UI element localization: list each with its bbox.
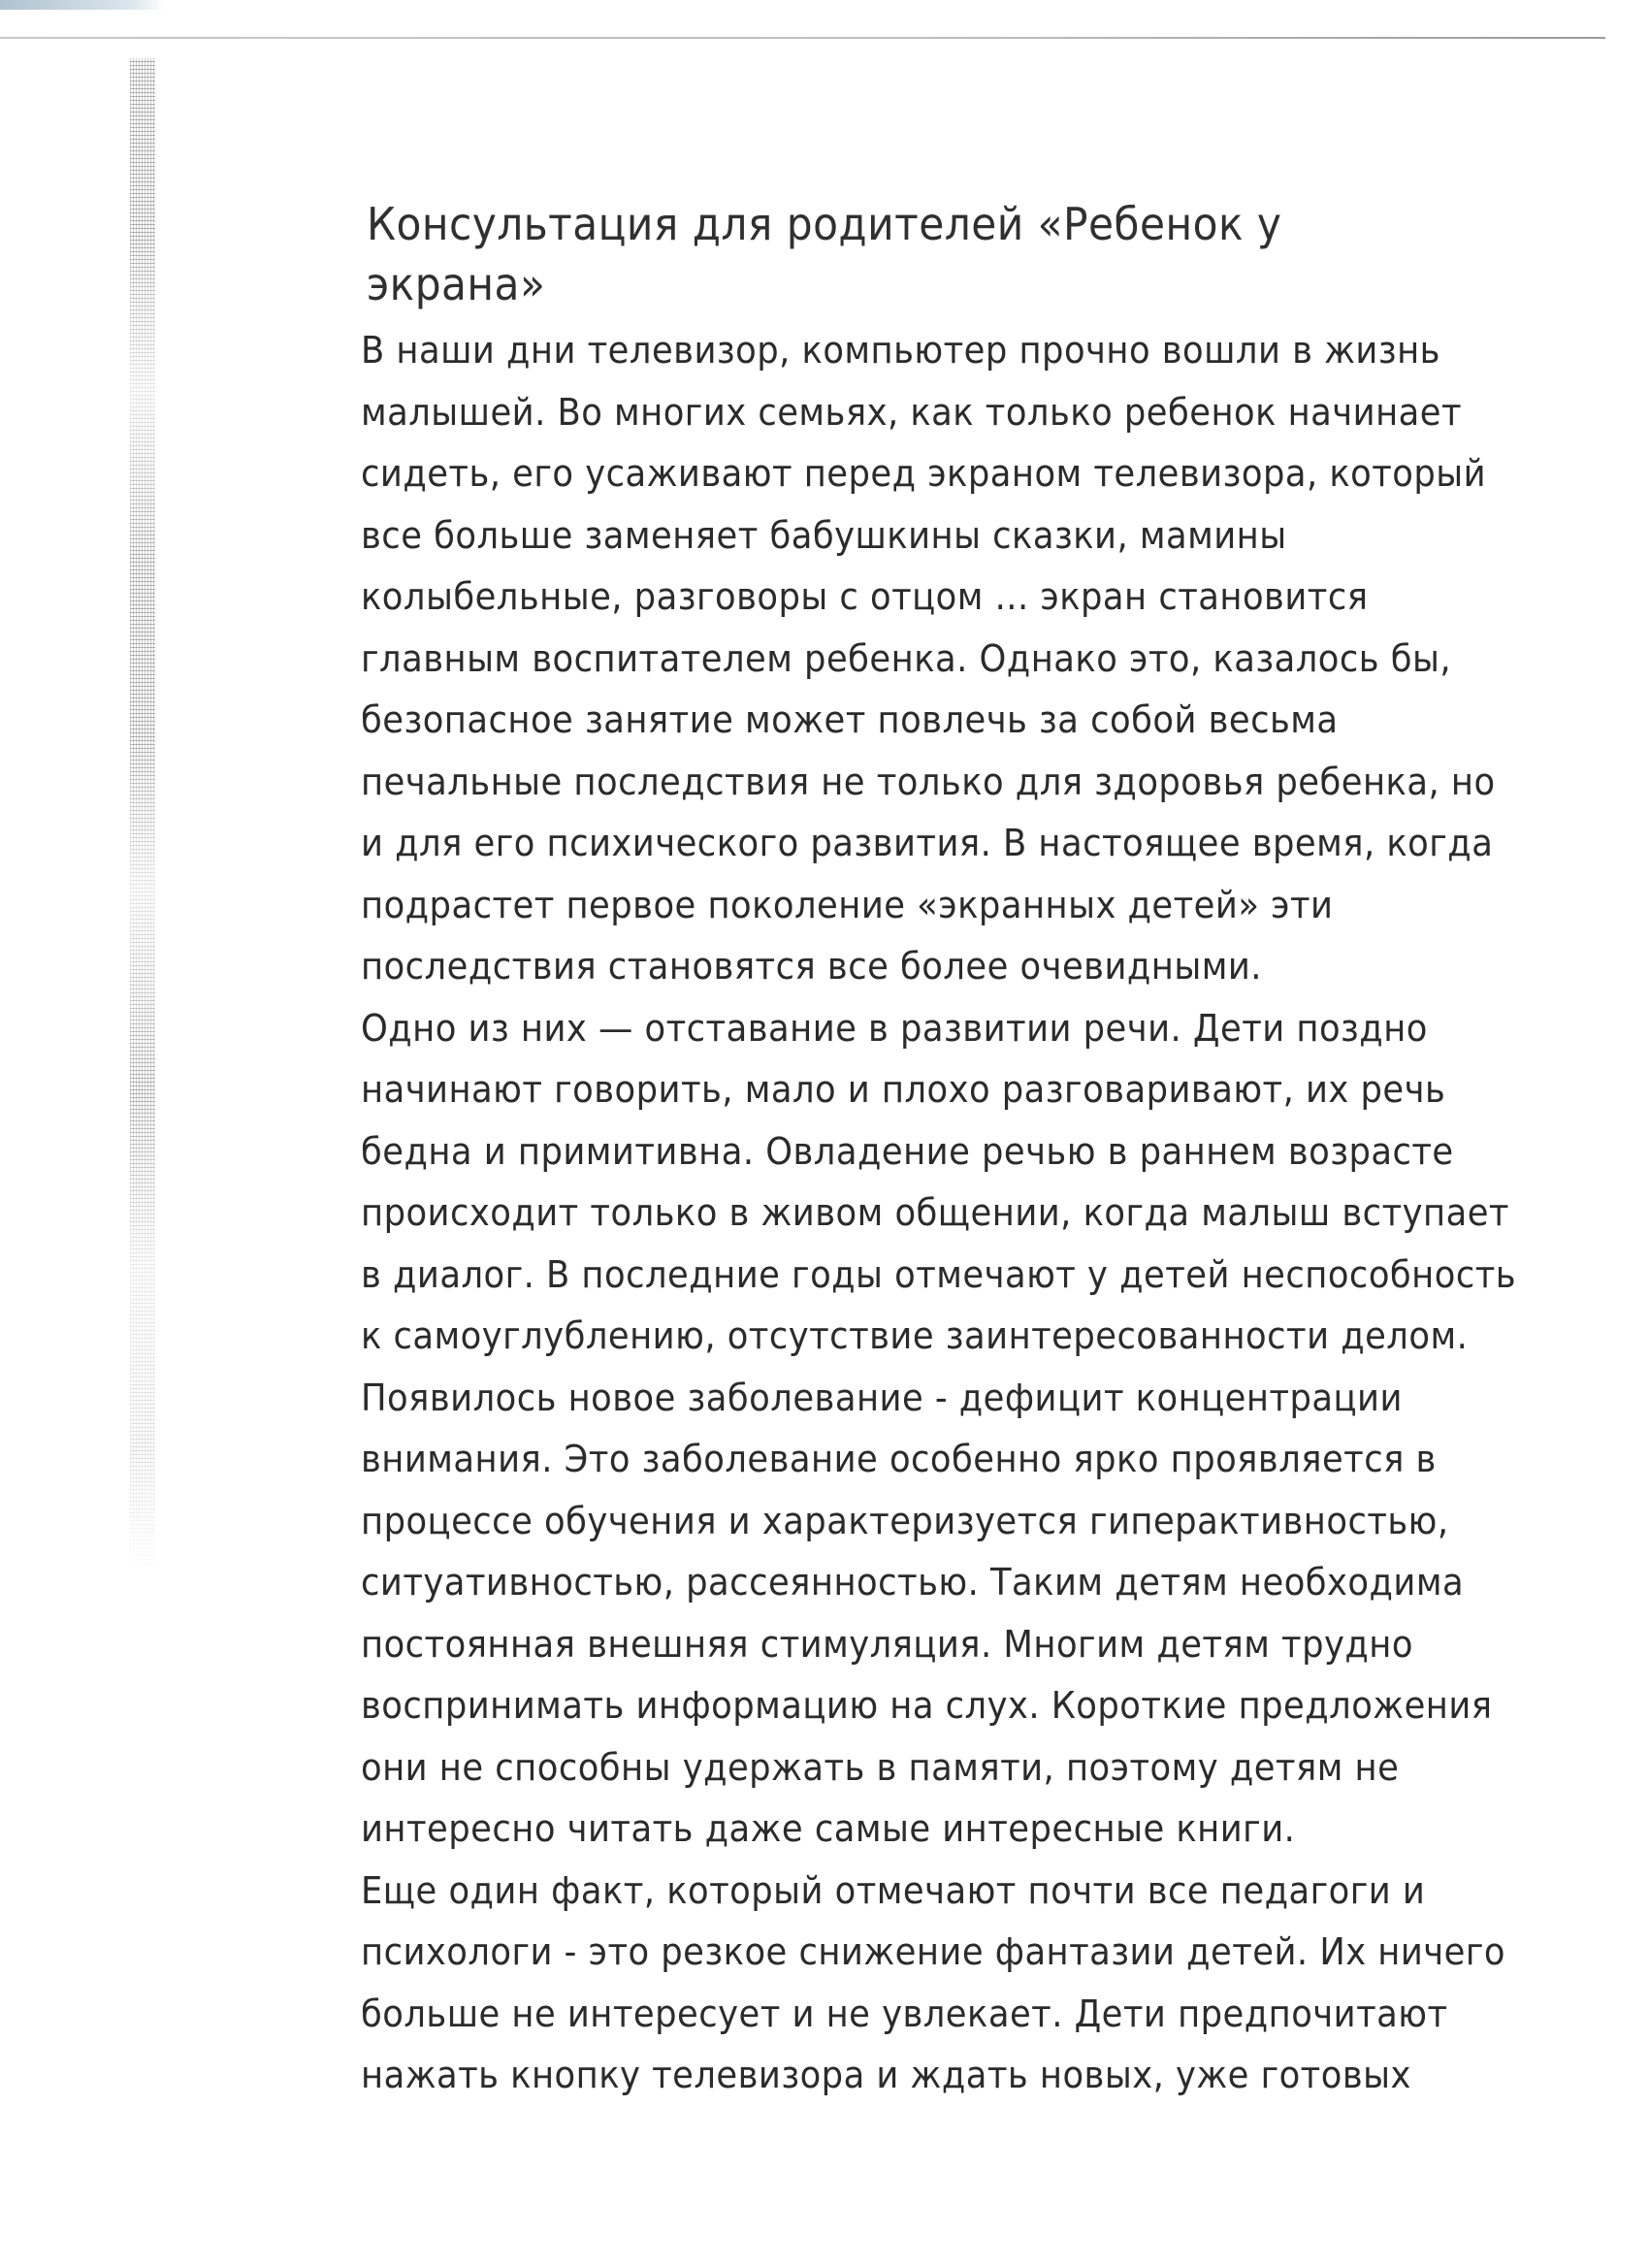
text-line: они не способны удержать в памяти, поэтому детям не	[361, 1745, 1400, 1789]
text-line: Появилось новое заболевание - дефицит концентрации	[361, 1376, 1403, 1419]
text-line: в диалог. В последние годы отмечают у детей неспособность	[361, 1252, 1517, 1296]
document-page	[361, 194, 1593, 2107]
document-title	[367, 194, 1348, 314]
paragraph-fantasy-decline	[361, 1861, 1593, 2107]
text-line: подрастет первое поколение «экранных детей» эти	[361, 883, 1334, 926]
text-line: сидеть, его усаживают перед экраном телевизора, который	[361, 452, 1487, 495]
text-line: происходит только в живом общении, когда малыш вступает	[361, 1191, 1509, 1234]
scan-top-rule	[0, 37, 1605, 39]
text-line: постоянная внешняя стимуляция. Многим детям трудно	[361, 1622, 1413, 1666]
paragraph-intro	[361, 320, 1593, 998]
text-line: больше не интересует и не увлекает. Дети предпочитают	[361, 1992, 1448, 2035]
text-line: внимания. Это заболевание особенно ярко проявляется в	[361, 1438, 1437, 1480]
title-line: экрана»	[367, 258, 546, 310]
text-line: начинают говорить, мало и плохо разговаривают, их речь	[361, 1068, 1446, 1111]
text-line: все больше заменяет бабушкины сказки, мамины	[361, 513, 1287, 557]
text-line: Одно из них — отставание в развитии речи. Дети поздно	[361, 1006, 1428, 1050]
paragraph-speech-delay	[361, 998, 1593, 1861]
text-line: к самоуглублению, отсутствие заинтересованности делом.	[361, 1314, 1469, 1357]
text-line: психологи - это резкое снижение фантазии детей. Их ничего	[361, 1930, 1505, 1973]
title-line: Консультация для родителей «Ребенок у	[367, 198, 1282, 250]
text-line: безопасное занятие может повлечь за собой весьма	[361, 698, 1339, 741]
text-line: нажать кнопку телевизора и ждать новых, уже готовых	[361, 2054, 1411, 2096]
text-line: колыбельные, разговоры с отцом ... экран становится	[361, 575, 1369, 618]
text-line: интересно читать даже самые интересные книги.	[361, 1807, 1296, 1850]
scan-edge-smudge	[0, 0, 165, 10]
text-line: воспринимать информацию на слух. Короткие предложения	[361, 1684, 1493, 1727]
text-line: последствия становятся все более очевидными.	[361, 945, 1262, 988]
text-line: Еще один факт, который отмечают почти все педагоги и	[361, 1868, 1426, 1912]
scan-noise-strip	[130, 58, 155, 1571]
text-line: бедна и примитивна. Овладение речью в раннем возрасте	[361, 1129, 1454, 1173]
text-line: главным воспитателем ребенка. Однако это, казалось бы,	[361, 636, 1452, 680]
text-line: процессе обучения и характеризуется гиперактивностью,	[361, 1499, 1449, 1542]
text-line: и для его психического развития. В настоящее время, когда	[361, 822, 1494, 864]
text-line: печальные последствия не только для здоровья ребенка, но	[361, 760, 1496, 803]
text-line: малышей. Во многих семьях, как только ребенок начинает	[361, 390, 1463, 434]
text-line: В наши дни телевизор, компьютер прочно вошли в жизнь	[361, 329, 1440, 372]
text-line: ситуативностью, рассеянностью. Таким детям необходима	[361, 1561, 1465, 1604]
